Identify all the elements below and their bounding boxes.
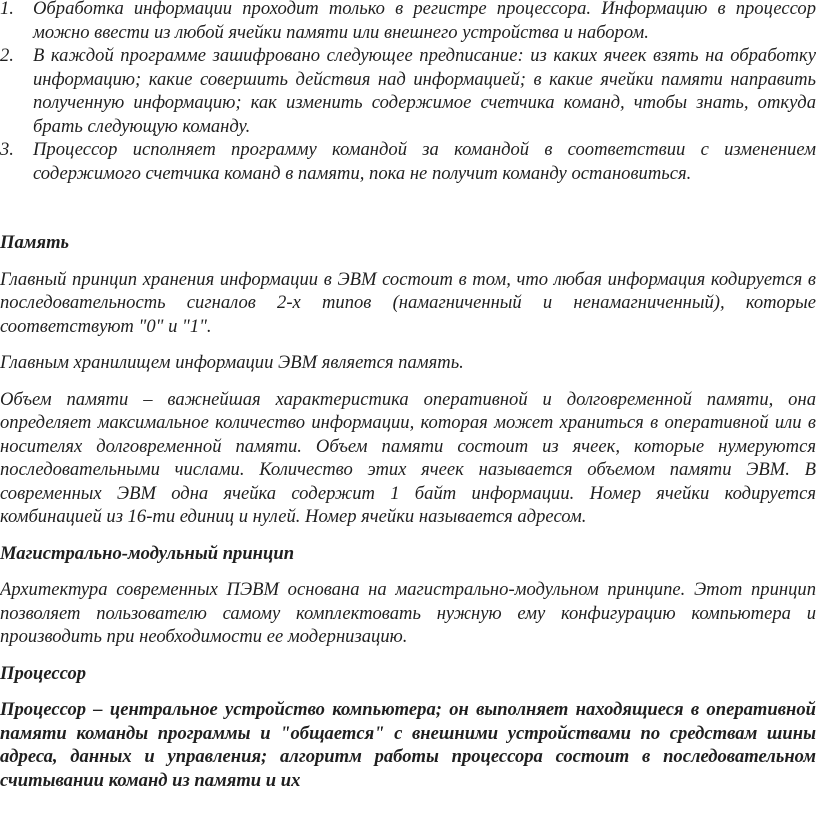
memory-heading: Память <box>0 232 70 253</box>
memory-paragraph-1: Главный принцип хранения информации в ЭВМ состоит в том, что любая информация кодируется в последовательность сигналов 2-х типов (намагниченный и ненамагниченный), которые соответствуют "0" и "1". <box>0 268 816 337</box>
memory-paragraph-3: Объем памяти – важнейшая характеристика оперативной и долговременной памяти, она определяет максимальное количество информации, которая может храниться в оперативной или в носителях долговременной памяти. Объем памяти состоит из ячеек, которые нумеруются последовательными числами. Количество этих ячеек называется объемом памяти ЭВМ. В современных ЭВМ одна ячейка содержит 1 байт информации. Номер ячейки кодируется комбинацией из 16-ти единиц и нулей. Номер ячейки называется адресом. <box>0 388 816 527</box>
bus-principle-paragraph: Архитектура современных ПЭВМ основана на магистрально-модульном принципе. Этот принцип позволяет пользователю самому комплектовать нужную ему конфигурацию компьютера и производить при необходимости ее модернизацию. <box>0 579 816 647</box>
list-item-text: Процессор исполняет программу командой за командой в соответствии с изменением содержимого счетчика команд в памяти, пока не получит команду остановиться. <box>33 139 816 184</box>
list-item-number: 3. <box>0 139 14 160</box>
processor-paragraph: Процессор – центральное устройство компьютера; он выполняет находящиеся в оперативной памяти команды программы и "общается" с внешними устройствами по средствам шины адреса, данных и управления; алгоритм работы процессора состоит в последовательном считывании команд из памяти и их <box>0 699 816 791</box>
processor-steps-list <box>0 0 816 185</box>
list-item-text: Обработка информации проходит только в регистре процессора. Информацию в процессор можно ввести из любой ячейки памяти или внешнего устройства и набором. <box>33 0 816 43</box>
list-item-number: 2. <box>0 45 14 66</box>
list-item <box>0 44 816 138</box>
list-item <box>0 0 816 44</box>
list-item-number: 1. <box>0 0 14 19</box>
list-item <box>0 138 816 185</box>
processor-heading: Процессор <box>0 662 87 684</box>
bus-principle-heading: Магистрально-модульный принцип <box>0 542 295 564</box>
memory-paragraph-2: Главным хранилищем информации ЭВМ является память. <box>0 352 464 373</box>
list-item-text: В каждой программе зашифровано следующее предписание: из каких ячеек взять на обработку информацию; какие совершить действия над информацией; в какие ячейки памяти направить полученную информацию; как изменить содержимое счетчика команд, чтобы знать, откуда брать следующую команду. <box>33 45 816 137</box>
